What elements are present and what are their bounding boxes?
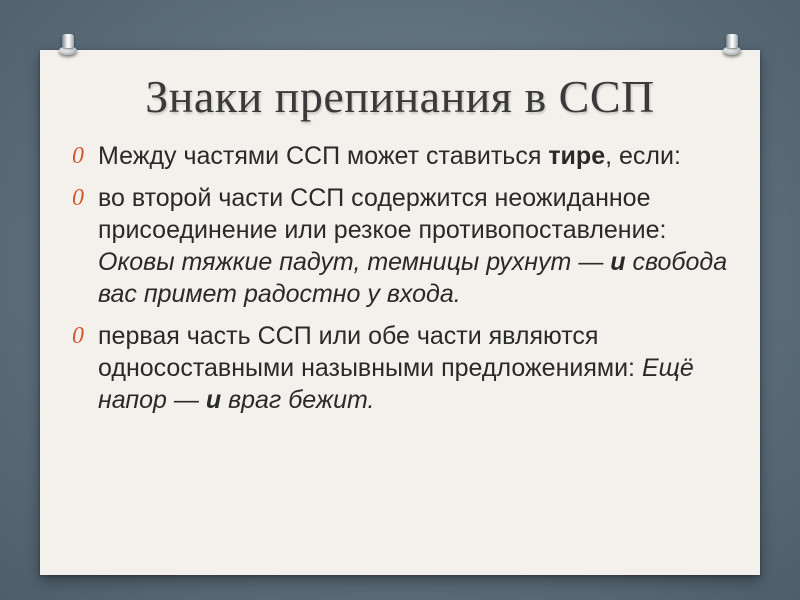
pushpin-icon-left xyxy=(59,34,77,58)
list-item xyxy=(70,140,740,172)
pushpin-icon-right xyxy=(723,34,741,58)
item-text: Между частями ССП может ставиться xyxy=(98,142,549,170)
bullet-list xyxy=(70,140,740,426)
list-item xyxy=(70,320,740,416)
item-text: во второй части ССП содержится неожиданное присоединение или резкое противопоставление: xyxy=(98,184,667,244)
item-bold-term: тире xyxy=(548,142,606,170)
item-text-end: , если: xyxy=(605,142,681,170)
example-text-end: свобода вас примет радостно у входа. xyxy=(98,248,728,308)
slide-title: Знаки препинания в ССП xyxy=(145,71,655,122)
example-text-end: враг бежит. xyxy=(221,386,375,414)
bullet-icon: 0 xyxy=(72,323,84,349)
bullet-icon: 0 xyxy=(72,143,84,169)
example-text: Ещё напор — xyxy=(98,354,694,414)
list-item xyxy=(70,182,740,310)
example-bold-conjunction: и xyxy=(610,248,626,276)
bullet-icon: 0 xyxy=(72,185,84,211)
item-text: первая часть ССП или обе части являются односоставными назывными предложениями: xyxy=(98,322,642,382)
example-bold-conjunction: и xyxy=(205,386,222,414)
example-text: Оковы тяжкие падут, темницы рухнут — xyxy=(98,248,611,276)
